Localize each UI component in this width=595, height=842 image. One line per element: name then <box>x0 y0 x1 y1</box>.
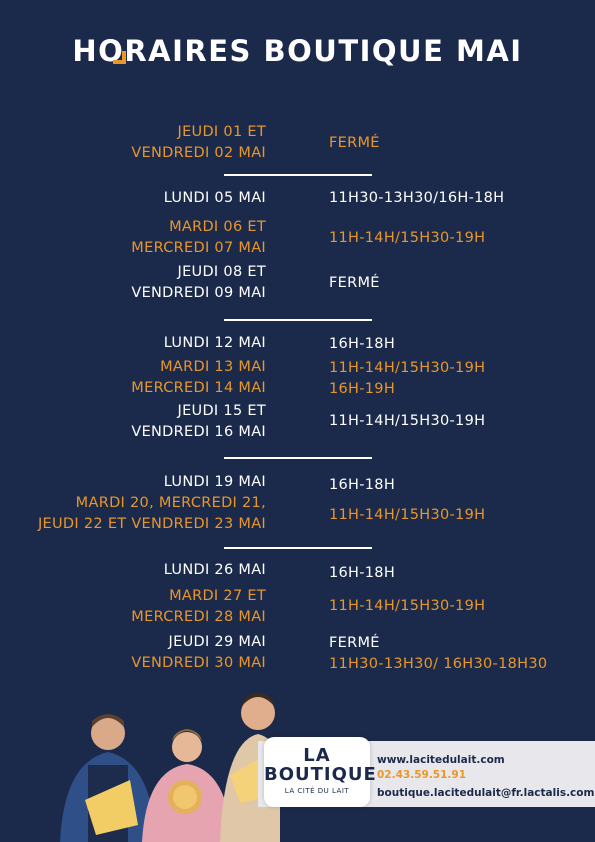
schedule-day: JEUDI 01 ET VENDREDI 02 MAI <box>131 124 266 161</box>
schedule-hours: 11H-14H/15H30-19H <box>329 598 486 614</box>
page-title: HORAIRES BOUTIQUE MAI <box>72 34 523 68</box>
schedule-hours: 11H-14H/15H30-19H <box>329 413 486 429</box>
schedule-day: JEUDI 08 ET VENDREDI 09 MAI <box>131 264 266 301</box>
schedule-hours: FERMÉ <box>329 135 380 151</box>
separator <box>224 457 372 459</box>
schedule-day: MARDI 20, MERCREDI 21, JEUDI 22 ET VENDREDI 23 MAI <box>37 495 266 532</box>
schedule-day: LUNDI 12 MAI <box>163 335 266 351</box>
separator <box>224 174 372 176</box>
schedule-hours: FERMÉ <box>329 275 380 291</box>
schedule-hours: 11H30-13H30/ 16H30-18H30 <box>329 656 548 672</box>
schedule-day: MARDI 27 ET MERCREDI 28 MAI <box>131 588 266 625</box>
schedule-day: JEUDI 29 MAI <box>168 634 266 650</box>
schedule-day: LUNDI 19 MAI <box>163 474 266 490</box>
separator <box>224 547 372 549</box>
staff-photo-illustration <box>30 685 280 842</box>
schedule-hours: 16H-18H <box>329 336 396 352</box>
schedule-hours: 16H-18H <box>329 565 396 581</box>
phone-number[interactable]: 02.43.59.51.91 <box>377 769 467 781</box>
schedule-hours: 16H-18H <box>329 477 396 493</box>
separator <box>224 319 372 321</box>
schedule-day: MARDI 06 ET MERCREDI 07 MAI <box>131 219 266 256</box>
schedule-hours: 11H-14H/15H30-19H <box>329 507 486 523</box>
email-link[interactable]: boutique.lacitedulait@fr.lactalis.com <box>377 787 595 799</box>
website-link[interactable]: www.lacitedulait.com <box>377 754 505 766</box>
boutique-logo: LA BOUTIQUE LA CITÉ DU LAIT <box>264 737 370 807</box>
schedule-day: MARDI 13 MAI MERCREDI 14 MAI <box>131 359 266 396</box>
schedule-day: LUNDI 05 MAI <box>163 190 266 206</box>
schedule-hours: 11H-14H/15H30-19H <box>329 230 486 246</box>
schedule-hours: 11H30-13H30/16H-18H <box>329 190 505 206</box>
brand-o-logo: O <box>98 34 125 68</box>
schedule-day: LUNDI 26 MAI <box>163 562 266 578</box>
schedule-day: VENDREDI 30 MAI <box>131 655 266 671</box>
schedule-hours: 11H-14H/15H30-19H 16H-19H <box>329 360 486 397</box>
schedule-day: JEUDI 15 ET VENDREDI 16 MAI <box>131 403 266 440</box>
schedule-hours: FERMÉ <box>329 635 380 651</box>
